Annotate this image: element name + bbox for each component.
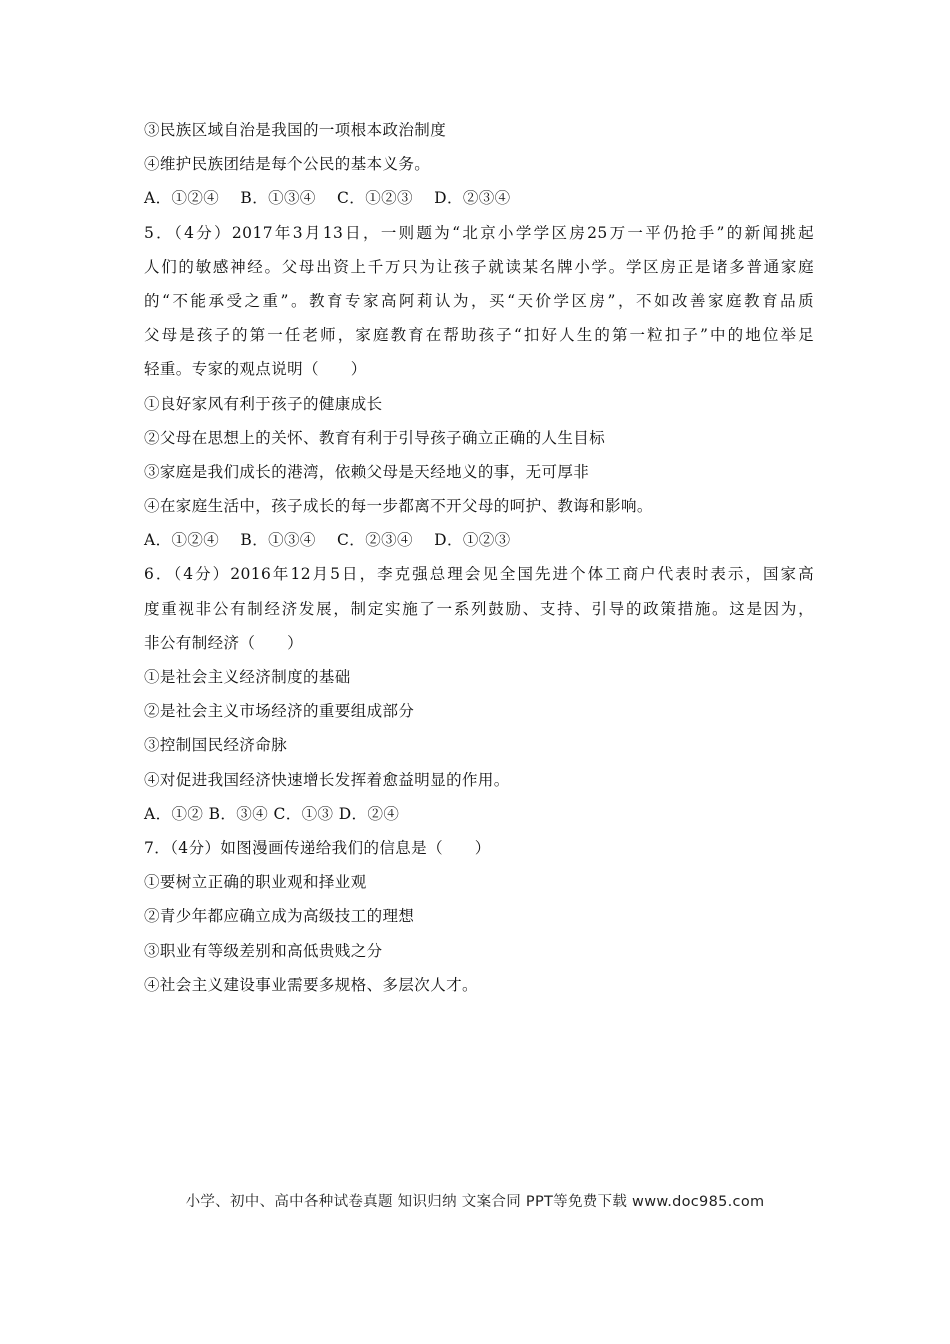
answer-choices-q4: A．①②④ B．①③④ C．①②③ D．②③④ — [144, 189, 511, 208]
question-6-text-line-1: 6．（4分）2016年12月5日，李克强总理会见全国先进个体工商户代表时表示，国家高 — [144, 565, 814, 584]
question-6-text-line-2: 度重视非公有制经济发展，制定实施了一系列鼓励、支持、引导的政策措施。这是因为， — [144, 599, 814, 618]
question-5-text-line-1: 5．（4分）2017年3月13日，一则题为“北京小学学区房25万一平仍抢手”的新闻挑起 — [144, 223, 814, 242]
question-7-text: 7．（4分）如图漫画传递给我们的信息是（ ） — [144, 838, 491, 857]
question-5-text-line-3: 的“不能承受之重”。教育专家高阿莉认为，买“天价学区房”，不如改善家庭教育品质 — [144, 291, 814, 310]
question-5-statement-2: ②父母在思想上的关怀、教育有利于引导孩子确立正确的人生目标 — [144, 428, 606, 447]
question-5-text-line-2: 人们的敏感神经。父母出资上千万只为让孩子就读某名牌小学。学区房正是诸多普通家庭 — [144, 257, 814, 276]
document-body — [144, 113, 814, 1002]
answer-choices-q6: A．①② B．③④ C．①③ D．②④ — [144, 804, 400, 823]
option-statement-3: ③民族区域自治是我国的一项根本政治制度 — [144, 121, 447, 139]
question-5-text-line-4: 父母是孩子的第一任老师，家庭教育在帮助孩子“扣好人生的第一粒扣子”中的地位举足 — [144, 326, 814, 345]
question-6-statement-2: ②是社会主义市场经济的重要组成部分 — [144, 702, 415, 721]
question-7-statement-3: ③职业有等级差别和高低贵贱之分 — [144, 941, 383, 960]
page-footer: 小学、初中、高中各种试卷真题 知识归纳 文案合同 PPT等免费下载 www.doc985.com — [185, 1194, 765, 1210]
question-7-statement-4: ④社会主义建设事业需要多规格、多层次人才。 — [144, 975, 478, 994]
question-5-statement-4: ④在家庭生活中，孩子成长的每一步都离不开父母的呵护、教诲和影响。 — [144, 497, 653, 516]
question-6-statement-3: ③控制国民经济命脉 — [144, 736, 288, 755]
question-5-statement-3: ③家庭是我们成长的港湾，依赖父母是天经地义的事，无可厚非 — [144, 462, 590, 481]
answer-choices-q5: A．①②④ B．①③④ C．②③④ D．①②③ — [144, 531, 511, 550]
question-6-statement-1: ①是社会主义经济制度的基础 — [144, 668, 351, 686]
option-statement-4: ④维护民族团结是每个公民的基本义务。 — [144, 155, 431, 174]
question-7-statement-2: ②青少年都应确立成为高级技工的理想 — [144, 907, 415, 926]
question-6-text-line-3: 非公有制经济（ ） — [144, 633, 304, 652]
question-7-statement-1: ①要树立正确的职业观和择业观 — [144, 873, 367, 892]
question-5-text-line-5: 轻重。专家的观点说明（ ） — [144, 360, 367, 379]
question-5-statement-1: ①良好家风有利于孩子的健康成长 — [144, 394, 383, 413]
question-6-statement-4: ④对促进我国经济快速增长发挥着愈益明显的作用。 — [144, 770, 510, 789]
